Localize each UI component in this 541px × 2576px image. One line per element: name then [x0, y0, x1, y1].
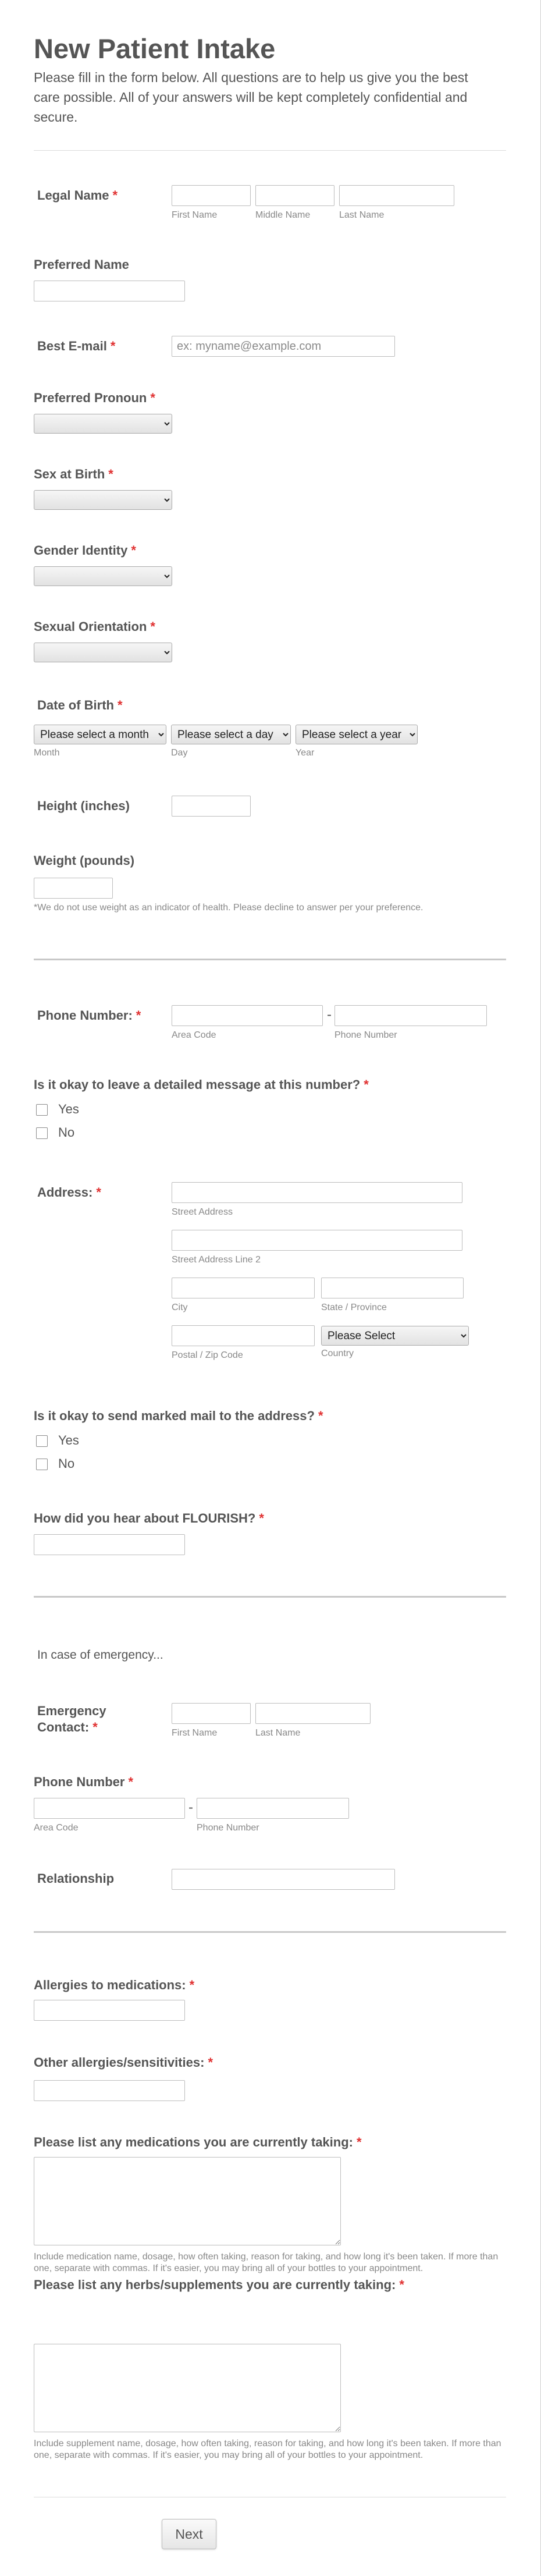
emergency-contact-label: Emergency Contact: * — [37, 1704, 106, 1734]
next-button[interactable]: Next — [162, 2519, 216, 2549]
med-allergies-label: Allergies to medications: * — [34, 1978, 195, 1992]
first-name-sublabel: First Name — [172, 210, 218, 220]
weight-note: *We do not use weight as an indicator of health. Please decline to answer per your preference. — [34, 903, 423, 913]
leave-message-no-label: No — [58, 1125, 75, 1140]
emergency-first-sublabel: First Name — [172, 1728, 218, 1738]
gender-identity-label: Gender Identity * — [34, 543, 136, 558]
phone-dash: - — [327, 1007, 332, 1023]
country-sublabel: Country — [321, 1349, 354, 1358]
city-input[interactable] — [172, 1278, 315, 1298]
hear-about-input[interactable] — [34, 1534, 185, 1555]
street-address-2-input[interactable] — [172, 1230, 462, 1251]
emergency-phone-label: Phone Number * — [34, 1775, 134, 1789]
gender-identity-select[interactable] — [34, 566, 172, 586]
dob-month-select[interactable] — [34, 725, 166, 744]
emergency-number-sublabel: Phone Number — [197, 1823, 259, 1833]
state-input[interactable] — [321, 1278, 464, 1298]
med-allergies-input[interactable] — [34, 2000, 185, 2021]
leave-message-no-checkbox[interactable] — [36, 1127, 48, 1139]
zip-sublabel: Postal / Zip Code — [172, 1350, 243, 1360]
last-name-sublabel: Last Name — [339, 210, 385, 220]
weight-label: Weight (pounds) — [34, 853, 135, 868]
pronoun-label: Preferred Pronoun * — [34, 391, 155, 405]
relationship-input[interactable] — [172, 1869, 395, 1890]
address-label: Address: * — [37, 1185, 101, 1200]
divider — [34, 150, 506, 151]
weight-input[interactable] — [34, 878, 113, 899]
dob-year-select[interactable] — [296, 725, 418, 744]
dob-year-sublabel: Year — [296, 748, 315, 758]
relationship-label: Relationship — [37, 1871, 115, 1886]
email-label: Best E-mail * — [37, 339, 116, 353]
sex-at-birth-label: Sex at Birth * — [34, 467, 113, 481]
emergency-area-sublabel: Area Code — [34, 1823, 79, 1833]
dob-day-sublabel: Day — [171, 748, 188, 758]
height-label: Height (inches) — [37, 799, 130, 813]
phone-area-code-input[interactable] — [172, 1005, 323, 1026]
last-name-input[interactable] — [339, 185, 454, 206]
section-divider — [34, 959, 506, 960]
dob-day-select[interactable] — [171, 725, 291, 744]
section-divider — [34, 1596, 506, 1598]
section-divider — [34, 1931, 506, 1933]
leave-message-label: Is it okay to leave a detailed message at this number? * — [34, 1077, 369, 1092]
height-input[interactable] — [172, 796, 251, 817]
phone-area-sublabel: Area Code — [172, 1030, 216, 1040]
first-name-input[interactable] — [172, 185, 251, 206]
emergency-first-name-input[interactable] — [172, 1703, 251, 1724]
sex-at-birth-select[interactable] — [34, 490, 172, 510]
phone-number-sublabel: Phone Number — [334, 1030, 397, 1040]
legal-name-label: Legal Name * — [37, 188, 118, 203]
phone-label: Phone Number: * — [37, 1008, 141, 1023]
email-input[interactable] — [172, 336, 395, 357]
marked-mail-no-label: No — [58, 1456, 75, 1471]
emergency-last-name-input[interactable] — [255, 1703, 371, 1724]
leave-message-yes-checkbox[interactable] — [36, 1104, 48, 1116]
city-sublabel: City — [172, 1303, 188, 1312]
medications-note: Include medication name, dosage, how often taking, reason for taking, and how long it's been taken. If more than one, separate with commas. If it's easier, you may bring all of your bottles to your appointment. — [34, 2252, 499, 2273]
emergency-area-code-input[interactable] — [34, 1798, 185, 1819]
marked-mail-label: Is it okay to send marked mail to the address? * — [34, 1408, 323, 1423]
hear-about-label: How did you hear about FLOURISH? * — [34, 1511, 264, 1525]
preferred-name-input[interactable] — [34, 281, 185, 301]
emergency-phone-number-input[interactable] — [197, 1798, 349, 1819]
preferred-name-label: Preferred Name — [34, 257, 129, 272]
emergency-last-sublabel: Last Name — [255, 1728, 301, 1738]
street-address-2-sublabel: Street Address Line 2 — [172, 1255, 261, 1265]
dob-month-sublabel: Month — [34, 748, 60, 758]
emergency-intro: In case of emergency... — [37, 1648, 163, 1662]
leave-message-yes-label: Yes — [58, 1102, 79, 1116]
marked-mail-no-checkbox[interactable] — [36, 1459, 48, 1470]
form-title: New Patient Intake — [34, 33, 276, 64]
pronoun-select[interactable] — [34, 414, 172, 434]
marked-mail-yes-label: Yes — [58, 1433, 79, 1447]
form-subtitle: Please fill in the form below. All questions are to help us give you the best care possible. All of your answers will be kept completely confidential and secure. — [34, 70, 468, 125]
medications-label: Please list any medications you are currently taking: * — [34, 2135, 362, 2149]
state-sublabel: State / Province — [321, 1303, 387, 1312]
street-address-sublabel: Street Address — [172, 1207, 233, 1217]
sexual-orientation-label: Sexual Orientation * — [34, 619, 155, 634]
emergency-phone-dash: - — [188, 1800, 193, 1815]
phone-number-input[interactable] — [334, 1005, 487, 1026]
dob-label: Date of Birth * — [37, 698, 123, 712]
supplements-note: Include supplement name, dosage, how often taking, reason for taking, and how long it's been taken. If more than one, separate with commas. If it's easier, you may bring all of your bottles to your appointment. — [34, 2439, 501, 2460]
middle-name-input[interactable] — [255, 185, 334, 206]
country-select[interactable] — [321, 1326, 469, 1346]
sexual-orientation-select[interactable] — [34, 643, 172, 662]
medications-textarea[interactable] — [34, 2157, 341, 2245]
middle-name-sublabel: Middle Name — [255, 210, 311, 220]
supplements-label: Please list any herbs/supplements you are currently taking: * — [34, 2277, 404, 2292]
zip-input[interactable] — [172, 1325, 315, 1346]
other-allergies-input[interactable] — [34, 2080, 185, 2101]
supplements-textarea[interactable] — [34, 2344, 341, 2432]
street-address-input[interactable] — [172, 1182, 462, 1203]
other-allergies-label: Other allergies/sensitivities: * — [34, 2055, 213, 2070]
marked-mail-yes-checkbox[interactable] — [36, 1435, 48, 1447]
